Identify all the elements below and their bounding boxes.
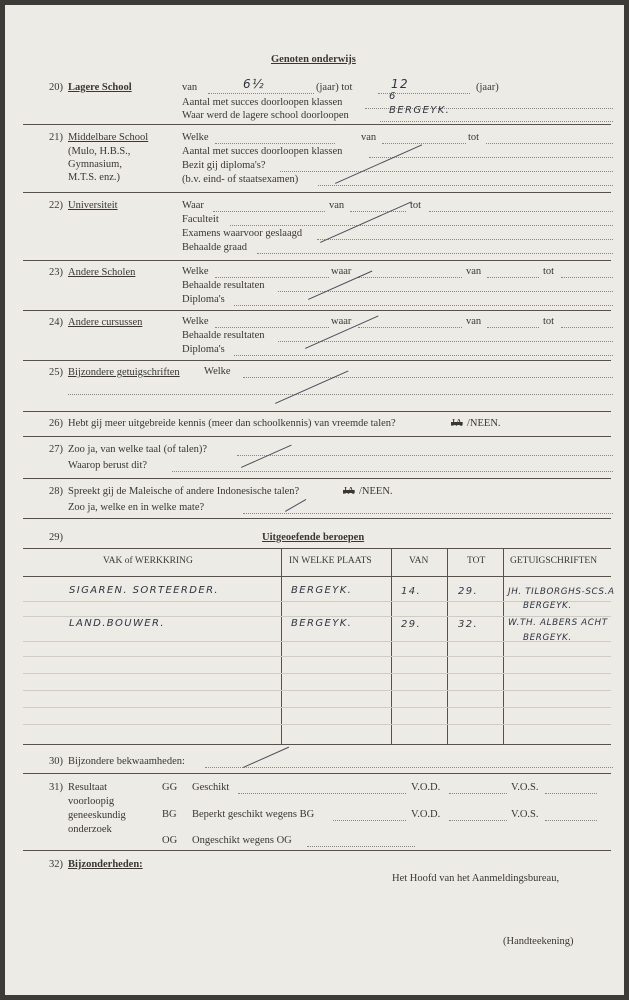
q24-number: 24) bbox=[49, 317, 63, 328]
q25-welke: Welke bbox=[204, 366, 231, 377]
q20-van: van bbox=[182, 82, 198, 93]
q23-number: 23) bbox=[49, 267, 63, 278]
row2-van: 29. bbox=[401, 619, 422, 630]
q28-welke-line[interactable] bbox=[243, 513, 613, 514]
q20-van-value: 6½ bbox=[243, 77, 266, 91]
og-code: OG bbox=[162, 835, 178, 846]
divider bbox=[23, 310, 611, 311]
og-line[interactable] bbox=[307, 846, 415, 847]
q24-diplomas-line[interactable] bbox=[234, 355, 613, 356]
divider bbox=[23, 124, 611, 125]
q21-klassen-line[interactable] bbox=[369, 157, 613, 158]
strike-mark bbox=[275, 370, 348, 403]
table-row-line bbox=[23, 724, 611, 725]
q26-number: 26) bbox=[49, 418, 63, 429]
q24-welke-line[interactable] bbox=[215, 327, 329, 328]
q22-waar: Waar bbox=[182, 200, 204, 211]
q31-line1: Resultaat bbox=[68, 782, 108, 793]
divider bbox=[23, 850, 611, 851]
row1-vak: SIGAREN. SORTEERDER. bbox=[69, 585, 219, 596]
bg-vos-line[interactable] bbox=[545, 820, 597, 821]
q21-sub3: M.T.S. enz.) bbox=[68, 172, 121, 183]
q22-tot: tot bbox=[410, 200, 422, 211]
strike-mark bbox=[243, 747, 289, 768]
row1-getuig-line2: BERGEYK. bbox=[523, 601, 572, 611]
table-row-line bbox=[23, 656, 611, 657]
q30-number: 30) bbox=[49, 756, 63, 767]
q28-neen[interactable]: /NEEN. bbox=[359, 486, 393, 497]
q32-number: 32) bbox=[49, 859, 63, 870]
q28-number: 28) bbox=[49, 486, 63, 497]
q32-label: Bijzonderheden: bbox=[68, 859, 143, 870]
signature-label: (Handteekening) bbox=[503, 936, 574, 947]
gg-code: GG bbox=[162, 782, 178, 793]
q23-welke: Welke bbox=[182, 266, 209, 277]
q20-waar-label: Waar werd de lagere school doorloopen bbox=[182, 110, 349, 121]
q22-van-line[interactable] bbox=[350, 211, 406, 212]
q21-sub1: (Mulo, H.B.S., bbox=[68, 146, 131, 157]
table-bottom-border bbox=[23, 744, 611, 745]
q23-tot-line[interactable] bbox=[561, 277, 613, 278]
row2-getuig-line1: W.TH. ALBERS ACHT bbox=[508, 618, 608, 628]
gg-line[interactable] bbox=[238, 793, 406, 794]
q20-klassen-label: Aantal met succes doorloopen klassen bbox=[182, 97, 343, 108]
q29-title: Uitgeoefende beroepen bbox=[262, 532, 365, 543]
q20-tot-value: 12 bbox=[391, 77, 410, 91]
q22-tot-line[interactable] bbox=[429, 211, 613, 212]
strike-mark bbox=[241, 445, 292, 468]
q31-line4: onderzoek bbox=[68, 824, 112, 835]
q21-diploma-line[interactable] bbox=[280, 171, 613, 172]
bg-text: Beperkt geschikt wegens BG bbox=[192, 809, 315, 820]
q22-graad: Behaalde graad bbox=[182, 242, 248, 253]
table-row-line bbox=[23, 673, 611, 674]
q23-diplomas: Diploma's bbox=[182, 294, 225, 305]
q25-label: Bijzondere getuigschriften bbox=[68, 367, 180, 378]
q20-label: Lagere School bbox=[68, 82, 132, 93]
q24-label: Andere cursussen bbox=[68, 317, 143, 328]
q20-klassen-value: 6 bbox=[389, 91, 397, 102]
q29-number: 29) bbox=[49, 532, 63, 543]
gg-vod: V.O.D. bbox=[411, 782, 441, 793]
q31-line3: geneeskundig bbox=[68, 810, 126, 821]
row1-van: 14. bbox=[401, 586, 422, 597]
q24-resultaten-line[interactable] bbox=[278, 341, 613, 342]
q27-taal: Zoo ja, van welke taal (of talen)? bbox=[68, 444, 208, 455]
gg-vos: V.O.S. bbox=[511, 782, 539, 793]
row1-tot: 29. bbox=[458, 586, 479, 597]
table-row-line bbox=[23, 707, 611, 708]
q21-welke-line[interactable] bbox=[215, 143, 335, 144]
q23-diplomas-line[interactable] bbox=[234, 305, 613, 306]
q23-van: van bbox=[466, 266, 482, 277]
section-title: Genoten onderwijs bbox=[271, 54, 356, 65]
row2-getuig-line2: BERGEYK. bbox=[523, 633, 572, 643]
q21-examen-line[interactable] bbox=[318, 185, 613, 186]
form-sheet bbox=[5, 5, 624, 995]
q24-van-line[interactable] bbox=[487, 327, 539, 328]
q27-taal-line[interactable] bbox=[237, 455, 613, 456]
q28-question: Spreekt gij de Maleische of andere Indonesische talen? bbox=[68, 486, 300, 497]
q23-welke-line[interactable] bbox=[215, 277, 329, 278]
divider bbox=[23, 478, 611, 479]
q30-label: Bijzondere bekwaamheden: bbox=[68, 756, 185, 767]
strike-mark bbox=[285, 499, 306, 512]
q23-resultaten-line[interactable] bbox=[278, 291, 613, 292]
q24-waar: waar bbox=[331, 316, 352, 327]
q25-number: 25) bbox=[49, 367, 63, 378]
q27-berust-line[interactable] bbox=[172, 471, 613, 472]
q24-resultaten: Behaalde resultaten bbox=[182, 330, 265, 341]
divider bbox=[23, 260, 611, 261]
col-header-vak: VAK of WERKKRING bbox=[103, 556, 193, 566]
bg-line[interactable] bbox=[333, 820, 406, 821]
table-col-divider bbox=[447, 548, 448, 744]
q21-van-line[interactable] bbox=[382, 143, 466, 144]
q21-label: Middelbare School bbox=[68, 132, 149, 143]
q20-waar-value: BERGEYK. bbox=[389, 105, 451, 116]
q24-waar-line[interactable] bbox=[358, 327, 462, 328]
q21-number: 21) bbox=[49, 132, 63, 143]
bg-vod-line[interactable] bbox=[449, 820, 507, 821]
row1-plaats: BERGEYK. bbox=[291, 585, 353, 596]
q21-diploma: Bezit gij diploma's? bbox=[182, 160, 266, 171]
q24-tot: tot bbox=[543, 316, 555, 327]
table-row-line bbox=[23, 616, 611, 617]
table-row-line bbox=[23, 690, 611, 691]
q20-jaar-tot: (jaar) tot bbox=[316, 82, 353, 93]
q20-waar-line[interactable] bbox=[380, 121, 613, 122]
q26-neen[interactable]: /NEEN. bbox=[467, 418, 501, 429]
bg-vod: V.O.D. bbox=[411, 809, 441, 820]
q21-tot: tot bbox=[468, 132, 480, 143]
q21-examen: (b.v. eind- of staatsexamen) bbox=[182, 174, 299, 185]
row1-getuig-line1: JH. TILBORGHS-SCS.A bbox=[508, 587, 615, 597]
q28-ja[interactable]: JA bbox=[343, 486, 355, 497]
q21-klassen: Aantal met succes doorloopen klassen bbox=[182, 146, 343, 157]
q22-number: 22) bbox=[49, 200, 63, 211]
divider bbox=[23, 360, 611, 361]
q23-tot: tot bbox=[543, 266, 555, 277]
hoofd-label: Het Hoofd van het Aanmeldingsbureau, bbox=[392, 873, 560, 884]
q20-van-line[interactable] bbox=[208, 93, 314, 94]
table-header-border bbox=[23, 576, 611, 577]
q25-extra-line[interactable] bbox=[68, 394, 613, 395]
q22-faculteit-line[interactable] bbox=[230, 225, 613, 226]
col-header-plaats: IN WELKE PLAATS bbox=[289, 556, 372, 566]
q22-waar-line[interactable] bbox=[213, 211, 325, 212]
row2-plaats: BERGEYK. bbox=[291, 618, 353, 629]
q24-welke: Welke bbox=[182, 316, 209, 327]
q24-van: van bbox=[466, 316, 482, 327]
table-col-divider bbox=[281, 548, 282, 744]
table-top-border bbox=[23, 548, 611, 549]
q26-ja[interactable]: JA bbox=[451, 418, 463, 429]
col-header-van: VAN bbox=[409, 556, 429, 566]
q31-number: 31) bbox=[49, 782, 63, 793]
table-col-divider bbox=[391, 548, 392, 744]
q23-label: Andere Scholen bbox=[68, 267, 136, 278]
q21-van: van bbox=[361, 132, 377, 143]
q22-examens: Examens waarvoor geslaagd bbox=[182, 228, 303, 239]
bg-vos: V.O.S. bbox=[511, 809, 539, 820]
q21-welke: Welke bbox=[182, 132, 209, 143]
gg-vos-line[interactable] bbox=[545, 793, 597, 794]
og-text: Ongeschikt wegens OG bbox=[192, 835, 292, 846]
q23-van-line[interactable] bbox=[487, 277, 539, 278]
q22-label: Universiteit bbox=[68, 200, 118, 211]
row2-vak: LAND.BOUWER. bbox=[69, 618, 165, 629]
q23-waar-line[interactable] bbox=[358, 277, 462, 278]
q23-waar: waar bbox=[331, 266, 352, 277]
table-col-divider bbox=[503, 548, 504, 744]
q20-jaar: (jaar) bbox=[476, 82, 499, 93]
q27-number: 27) bbox=[49, 444, 63, 455]
gg-text: Geschikt bbox=[192, 782, 230, 793]
q31-line2: voorloopig bbox=[68, 796, 115, 807]
q21-tot-line[interactable] bbox=[486, 143, 613, 144]
q26-question: Hebt gij meer uitgebreide kennis (meer dan schoolkennis) van vreemde talen? bbox=[68, 418, 396, 429]
q25-welke-line[interactable] bbox=[243, 377, 613, 378]
row2-tot: 32. bbox=[458, 619, 479, 630]
q20-number: 20) bbox=[49, 82, 63, 93]
q22-faculteit: Faculteit bbox=[182, 214, 219, 225]
col-header-getuigschriften: GETUIGSCHRIFTEN bbox=[510, 556, 598, 566]
q22-van: van bbox=[329, 200, 345, 211]
q21-sub2: Gymnasium, bbox=[68, 159, 122, 170]
divider bbox=[23, 773, 611, 774]
q23-resultaten: Behaalde resultaten bbox=[182, 280, 265, 291]
strike-mark bbox=[335, 144, 422, 184]
q24-diplomas: Diploma's bbox=[182, 344, 225, 355]
gg-vod-line[interactable] bbox=[449, 793, 507, 794]
q30-line[interactable] bbox=[205, 767, 613, 768]
q22-graad-line[interactable] bbox=[257, 253, 613, 254]
bg-code: BG bbox=[162, 809, 177, 820]
divider bbox=[23, 192, 611, 193]
divider bbox=[23, 436, 611, 437]
col-header-tot: TOT bbox=[467, 556, 486, 566]
divider bbox=[23, 411, 611, 412]
q27-berust: Waarop berust dit? bbox=[68, 460, 148, 471]
divider bbox=[23, 518, 611, 519]
q24-tot-line[interactable] bbox=[561, 327, 613, 328]
q22-examens-line[interactable] bbox=[317, 239, 613, 240]
q28-welke: Zoo ja, welke en in welke mate? bbox=[68, 502, 205, 513]
